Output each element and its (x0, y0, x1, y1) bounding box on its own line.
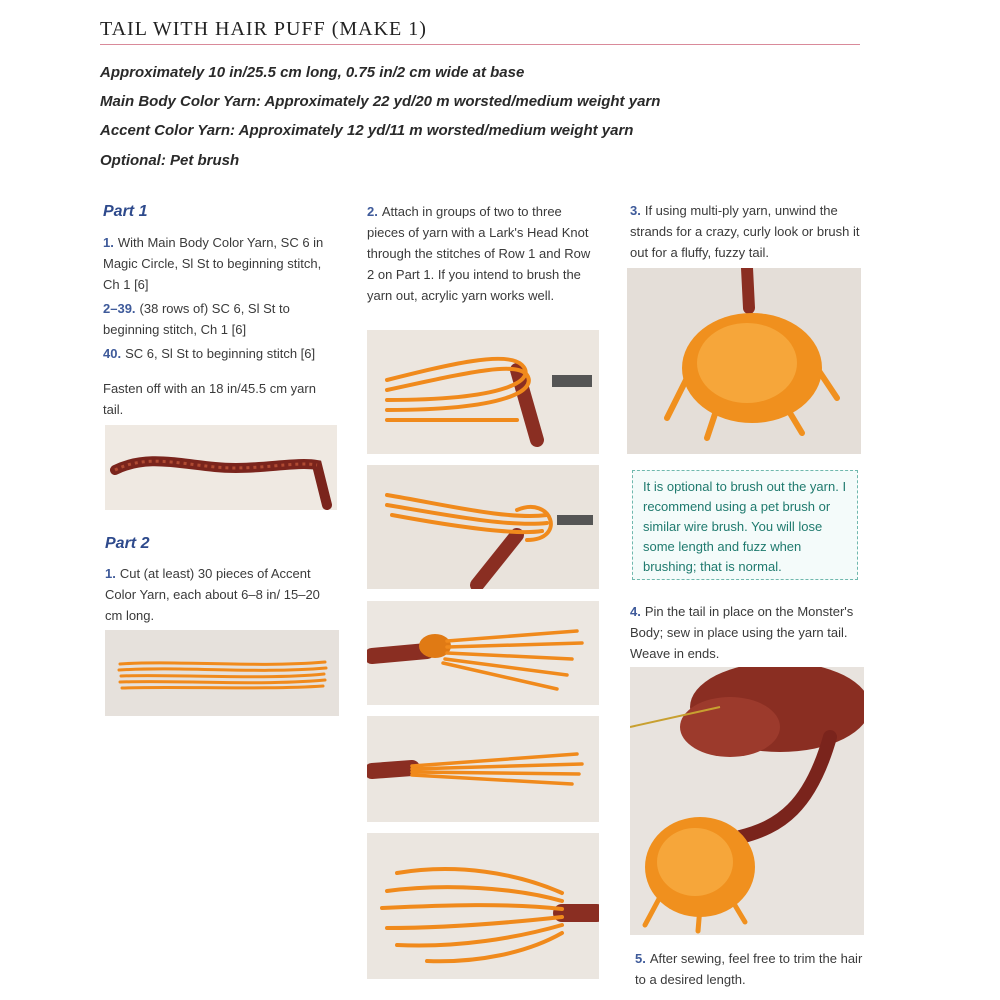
step-4 (630, 601, 862, 664)
step-text: With Main Body Color Yarn, SC 6 in Magic Circle, Sl St to beginning stitch, Ch 1 [6] (103, 235, 324, 292)
step-2 (367, 201, 597, 306)
step-number: 40. (103, 346, 122, 361)
step-3 (630, 200, 860, 263)
page-title: TAIL WITH HAIR PUFF (MAKE 1) (100, 18, 427, 40)
step-number: 2. (367, 204, 378, 219)
photo-tail-attached (630, 667, 864, 935)
part2-heading: Part 2 (105, 535, 150, 552)
spec-dimensions: Approximately 10 in/25.5 cm long, 0.75 in/2 cm wide at base (100, 64, 525, 81)
step-number: 4. (630, 604, 641, 619)
photo-lark-head-step-d (367, 716, 599, 822)
photo-lark-head-step-c (367, 601, 599, 705)
step-number: 1. (105, 566, 116, 581)
step-text: SC 6, Sl St to beginning stitch [6] (125, 346, 316, 361)
photo-cut-yarn (105, 630, 339, 716)
tip-note-box: It is optional to brush out the yarn. I recommend using a pet brush or similar wire brush. You will lose some length and fuzz when brushing; that is normal. (632, 470, 858, 580)
step-number: 2–39. (103, 301, 136, 316)
step-text: After sewing, feel free to trim the hair to a desired length. (635, 951, 863, 987)
part1-step-1 (103, 232, 333, 295)
step-text: Attach in groups of two to three pieces of yarn with a Lark's Head Knot through the stitches of Row 1 and Row 2 on Part 1. If you intend to brush the yarn out, acrylic yarn works well. (367, 204, 591, 303)
photo-lark-head-step-e (367, 833, 599, 979)
part1-step-40 (103, 343, 343, 364)
step-text: If using multi-ply yarn, unwind the strands for a crazy, curly look or brush it out for a fluffy, fuzzy tail. (630, 203, 860, 260)
spec-optional: Optional: Pet brush (100, 152, 240, 169)
spec-accent-yarn: Accent Color Yarn: Approximately 12 yd/11 m worsted/medium weight yarn (100, 122, 634, 139)
part1-step-2-39 (103, 298, 333, 340)
step-text: Cut (at least) 30 pieces of Accent Color Yarn, each about 6–8 in/ 15–20 cm long. (105, 566, 320, 623)
part2-step-1 (105, 563, 335, 626)
step-number: 1. (103, 235, 114, 250)
step-number: 5. (635, 951, 646, 966)
part1-fasten-off: Fasten off with an 18 in/45.5 cm yarn tail. (103, 381, 316, 417)
step-text: Pin the tail in place on the Monster's Body; sew in place using the yarn tail. Weave in ends. (630, 604, 854, 661)
step-text: (38 rows of) SC 6, Sl St to beginning stitch, Ch 1 [6] (103, 301, 290, 337)
photo-fuzzy-tail (627, 268, 861, 454)
photo-tail-tube (105, 425, 337, 510)
step-5 (635, 948, 867, 990)
spec-main-yarn: Main Body Color Yarn: Approximately 22 yd/20 m worsted/medium weight yarn (100, 93, 661, 110)
part1-heading: Part 1 (103, 203, 148, 220)
photo-lark-head-step-b (367, 465, 599, 589)
title-divider (100, 44, 860, 45)
photo-lark-head-step-a (367, 330, 599, 454)
step-number: 3. (630, 203, 641, 218)
